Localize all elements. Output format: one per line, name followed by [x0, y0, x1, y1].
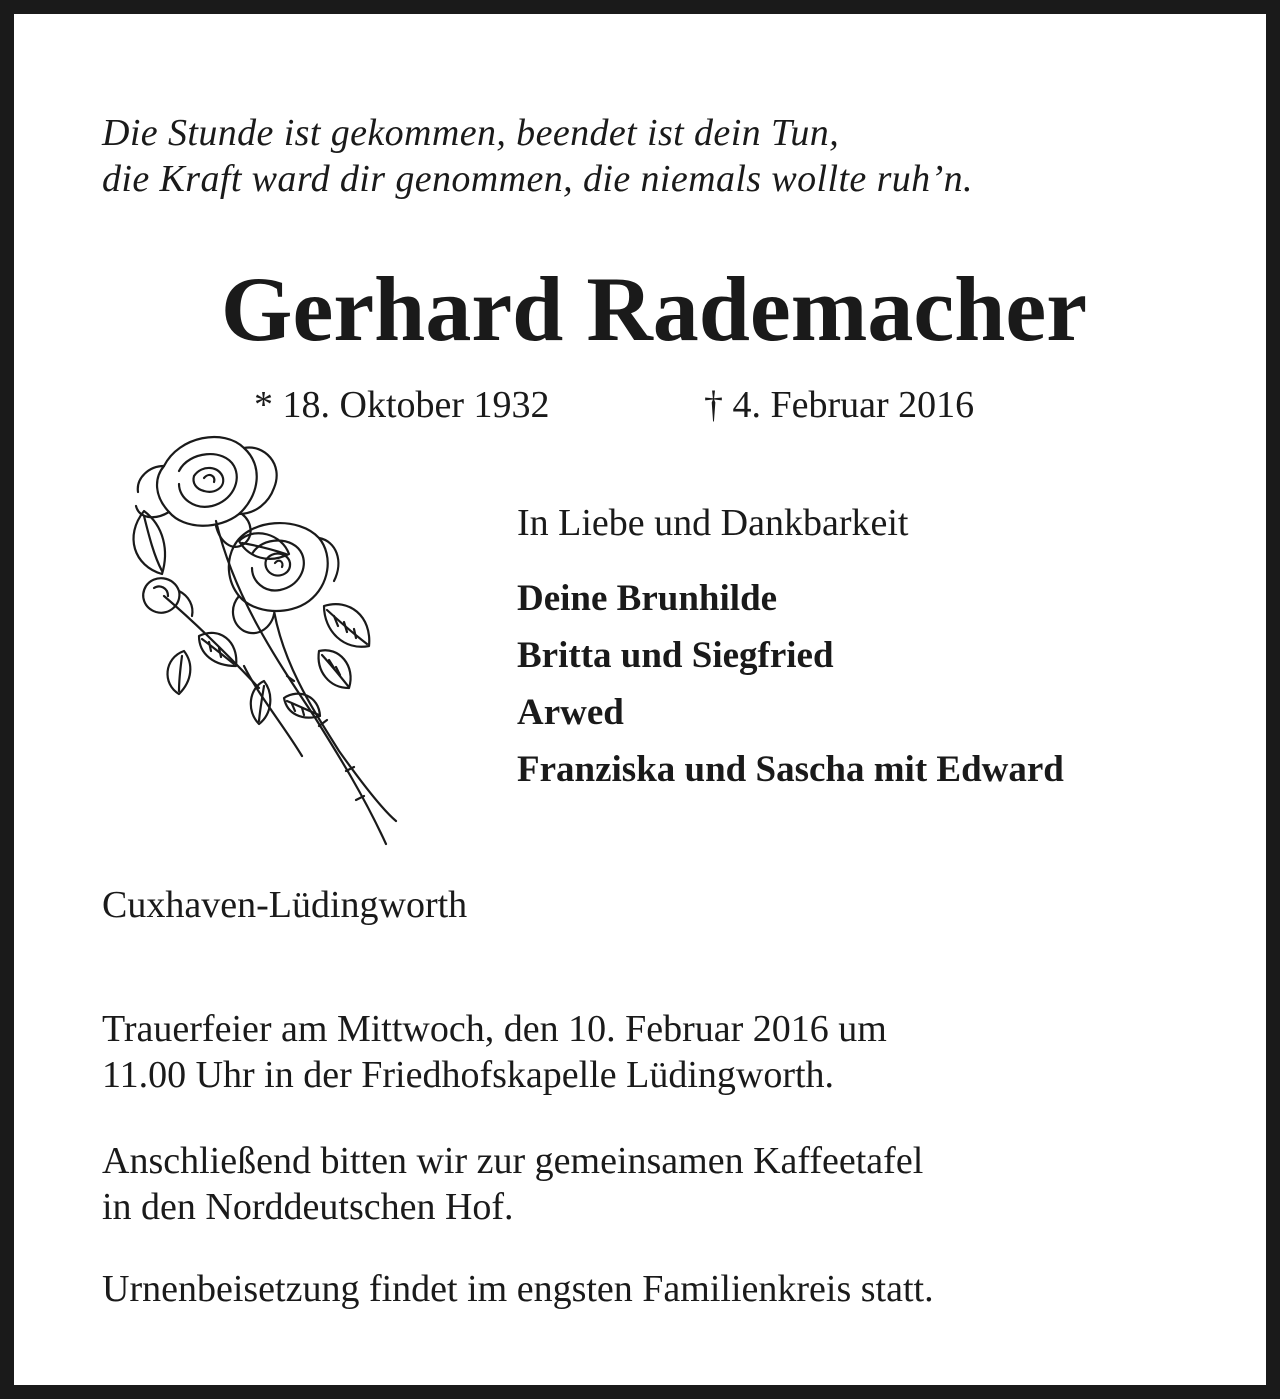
poem-verse: [102, 110, 973, 202]
family-list: [517, 570, 1064, 798]
place-text: Cuxhaven-Lüdingworth: [102, 884, 468, 926]
poem-line-2: die Kraft ward dir genommen, die niemals wollte ruh’n.: [102, 158, 973, 200]
service-paragraph: [102, 1006, 1208, 1098]
death-date: † 4. Februar 2016: [704, 384, 975, 426]
coffee-line-2: in den Norddeutschen Hof.: [102, 1186, 514, 1228]
family-member: Britta und Siegfried: [517, 635, 834, 676]
burial-paragraph: Urnenbeisetzung findet im engsten Familienkreis statt.: [102, 1268, 934, 1310]
greeting-text: In Liebe und Dankbarkeit: [517, 502, 909, 544]
family-member: Franziska und Sascha mit Edward: [517, 749, 1064, 790]
birth-date: * 18. Oktober 1932: [254, 384, 550, 426]
poem-line-1: Die Stunde ist gekommen, beendet ist dein Tun,: [102, 112, 840, 154]
coffee-paragraph: [102, 1138, 1208, 1230]
family-member: Deine Brunhilde: [517, 578, 778, 619]
coffee-line-1: Anschließend bitten wir zur gemeinsamen Kaffeetafel: [102, 1140, 924, 1182]
family-member: Arwed: [517, 692, 624, 733]
service-line-2: 11.00 Uhr in der Friedhofskapelle Lüdingworth.: [102, 1054, 835, 1096]
deceased-name: Gerhard Rademacher: [220, 258, 1088, 360]
service-line-1: Trauerfeier am Mittwoch, den 10. Februar 2016 um: [102, 1008, 887, 1050]
rose-illustration-icon: [124, 426, 424, 856]
